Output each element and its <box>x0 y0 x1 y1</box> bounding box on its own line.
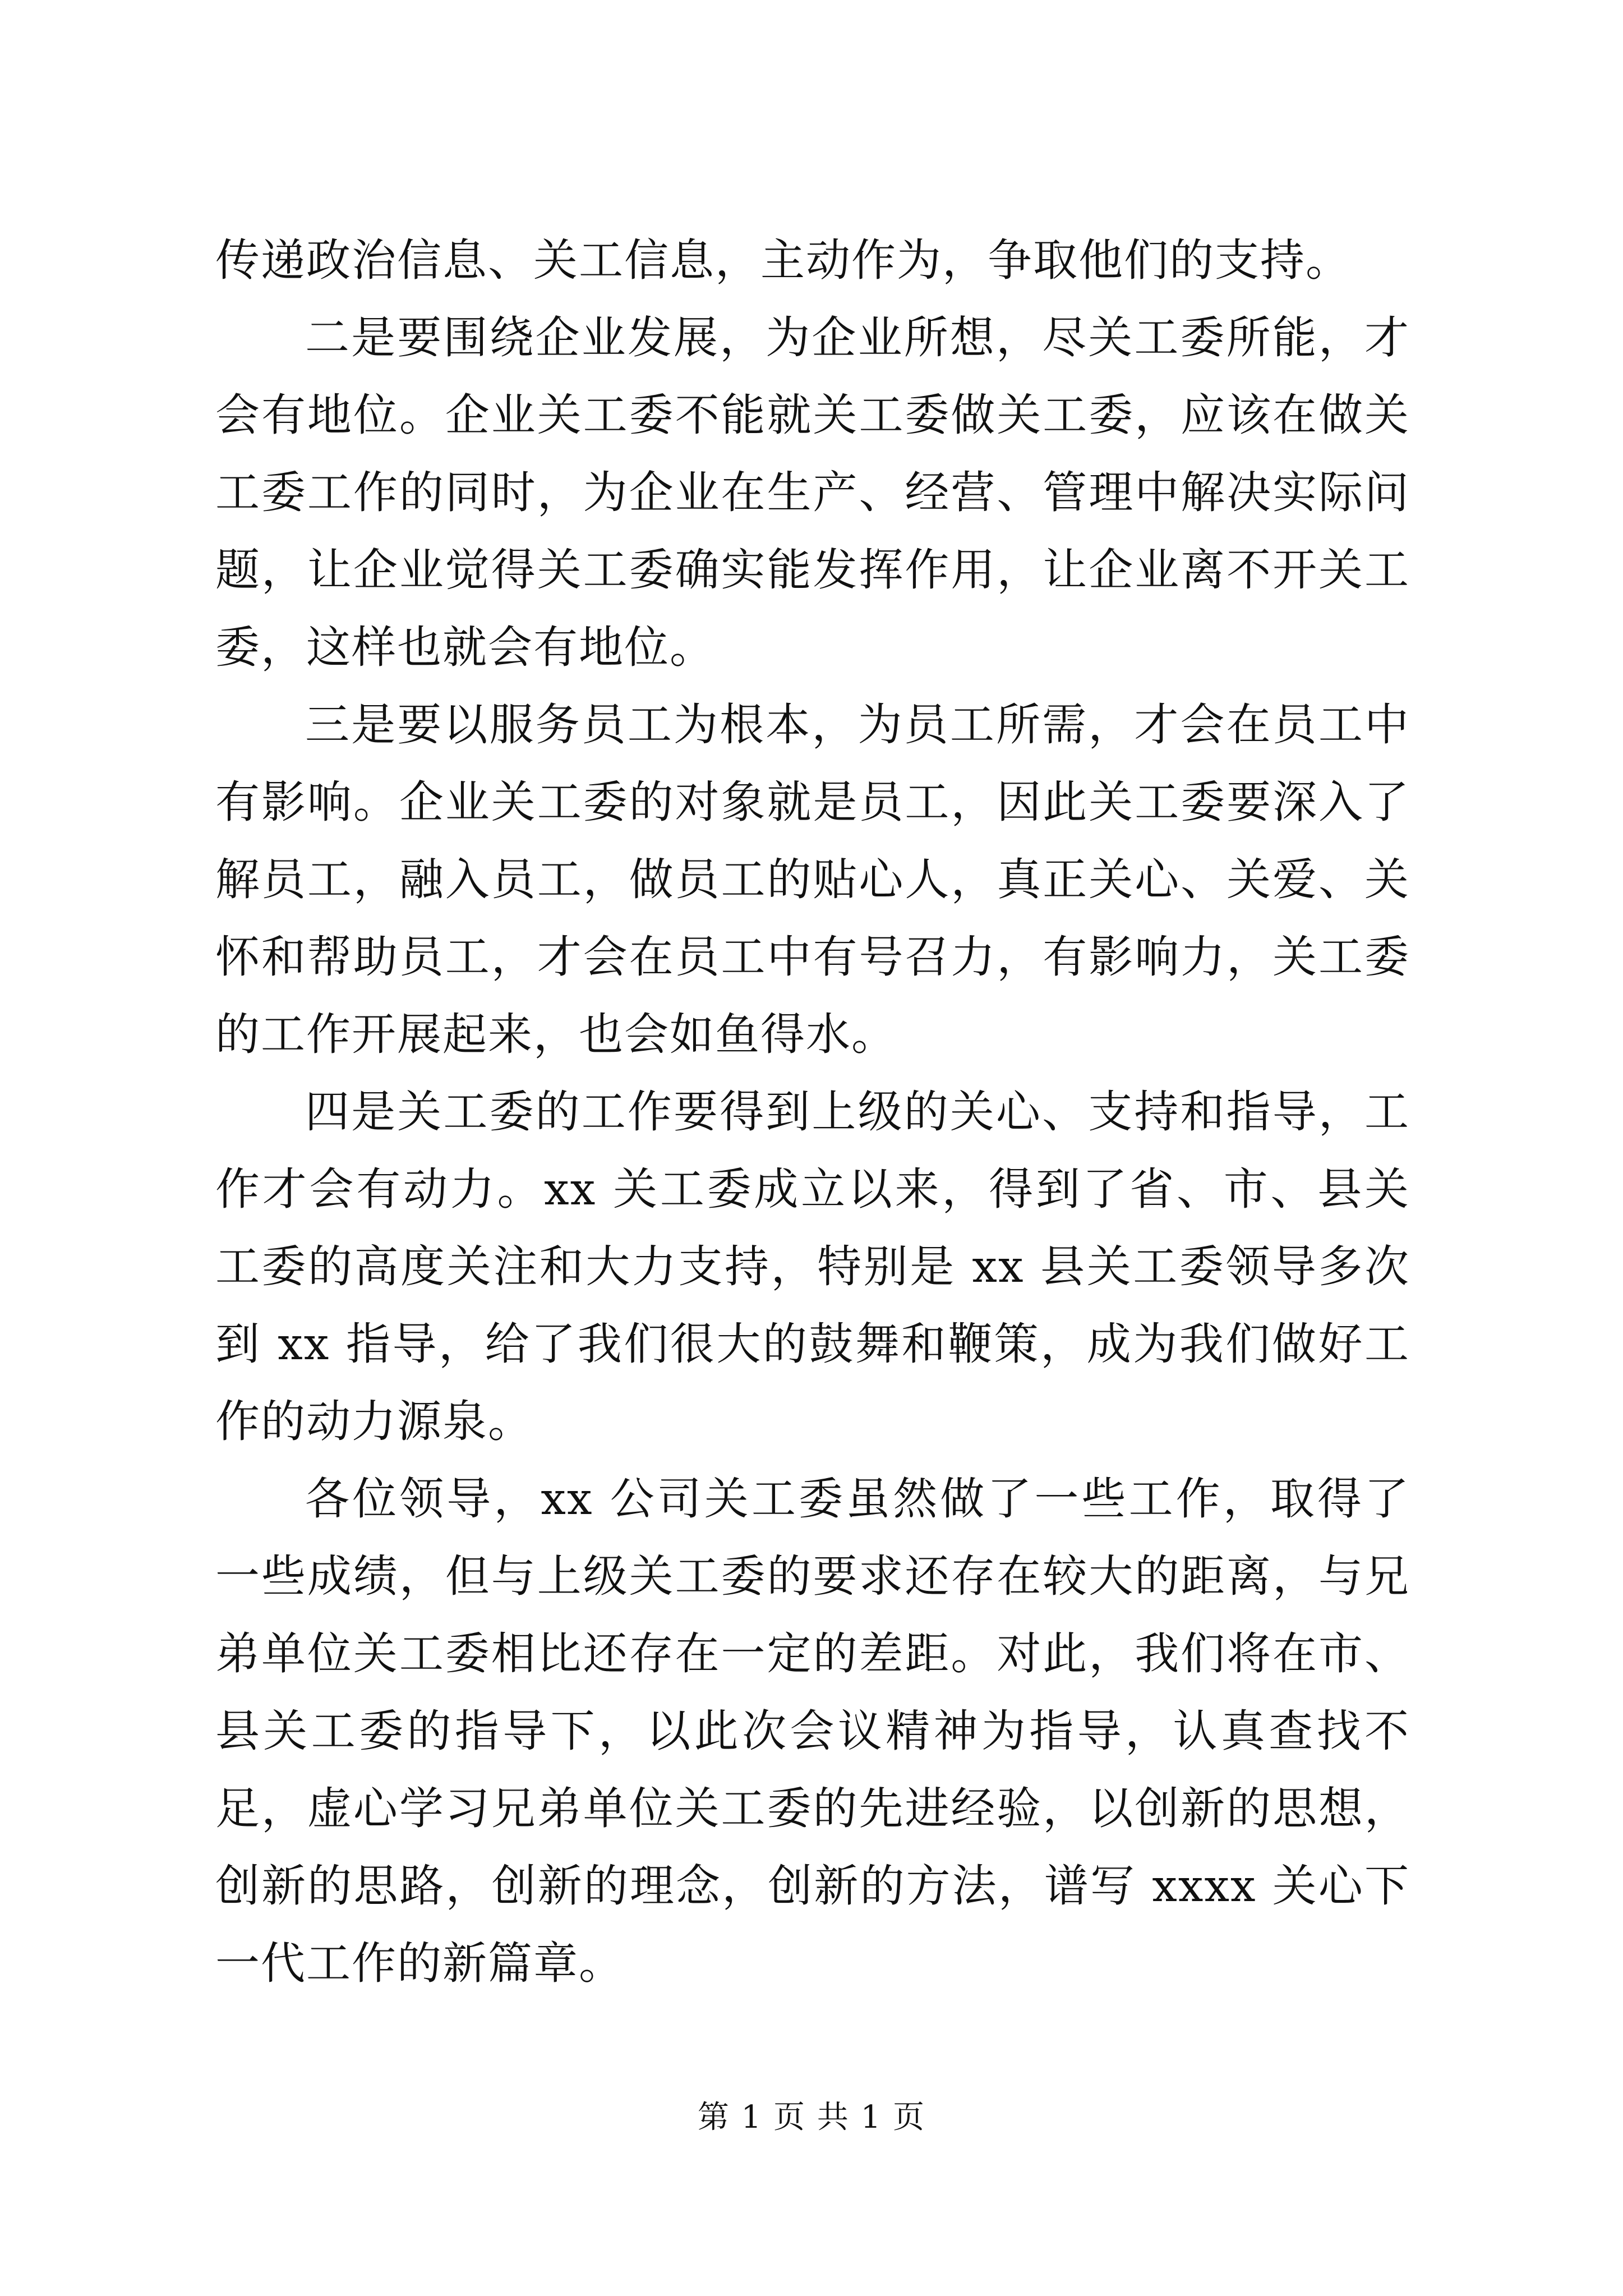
document-body <box>215 222 1410 2002</box>
paragraph-3: 三是要以服务员工为根本，为员工所需，才会在员工中有影响。企业关工委的对象就是员工，因此关工委要深入了解员工，融入员工，做员工的贴心人，真正关心、关爱、关怀和帮助员工，才会在员工中有号召力，有影响力，关工委的工作开展起来，也会如鱼得水。 <box>215 699 1410 1060</box>
paragraph-4: 四是关工委的工作要得到上级的关心、支持和指导，工作才会有动力。xx 关工委成立以来，得到了省、市、县关工委的高度关注和大力支持，特别是 xx 县关工委领导多次到 xx 指导，给了我们很大的鼓舞和鞭策，成为我们做好工作的动力源泉。 <box>215 1086 1410 1447</box>
paragraph-1: 传递政治信息、关工信息，主动作为，争取他们的支持。 <box>215 234 1351 286</box>
paragraph-2: 二是要围绕企业发展，为企业所想，尽关工委所能，才会有地位。企业关工委不能就关工委做关工委，应该在做关工委工作的同时，为企业在生产、经营、管理中解决实际问题，让企业觉得关工委确实能发挥作用，让企业离不开关工委，这样也就会有地位。 <box>215 312 1410 673</box>
paragraph-5: 各位领导，xx 公司关工委虽然做了一些工作，取得了一些成绩，但与上级关工委的要求还存在较大的距离，与兄弟单位关工委相比还存在一定的差距。对此，我们将在市、县关工委的指导下，以此次会议精神为指导，认真查找不足，虚心学习兄弟单位关工委的先进经验，以创新的思想，创新的思路，创新的理念，创新的方法，谱写 xxxx 关心下一代工作的新篇章。 <box>215 1473 1410 1989</box>
page-footer: 第 1 页 共 1 页 <box>697 2099 926 2136</box>
